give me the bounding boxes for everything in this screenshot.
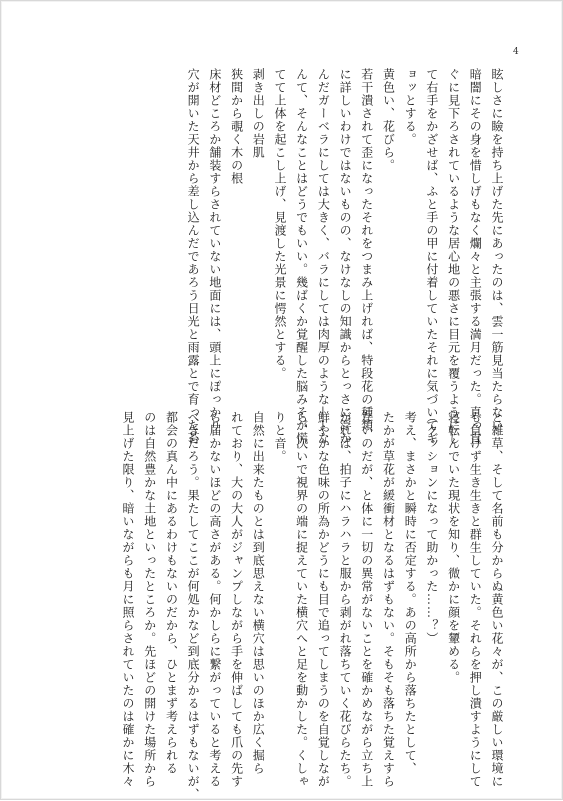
text-line: のは自然豊かな土地といったところか。先ほどの開けた場所から — [142, 411, 157, 788]
text-line: たかが草花が緩衝材となるはずもない。そもそも落ちた覚えすら — [381, 411, 396, 788]
text-line: てて上体を起こし上げ、見渡した光景に愕然とする。 — [272, 68, 287, 380]
text-line: がれば、拍子にハラハラと服から剥がれ落ちていく花びらたち。 — [338, 411, 353, 788]
page-number: 4 — [513, 47, 519, 57]
text-line: ら届かないほどの高さがある。何かしらに繋がっていると考える — [207, 411, 222, 788]
text-line: れており、大の大人がジャンプしながら手を伸ばしても爪の先す — [229, 411, 244, 788]
text-line: と雑草、そして名前も分からぬ黄色い花々が、この厳しい環境に — [490, 411, 504, 788]
text-line: 都会の真ん中にあるわけもないのだから、ひとまず考えられる — [164, 411, 179, 775]
text-line: んだガーベラにしては大きく、バラにしては肉厚のような——な — [316, 68, 331, 445]
text-line: 暗闇にその身を惜しげもなく爛々と主張する満月だった。真っ直 — [468, 68, 483, 445]
text-line: も負けず生き生きと群生していた。それらを押し潰すようにして — [468, 411, 483, 788]
text-line: んて、そんなことはどうでもいい。幾ばくか覚醒した脳みそが慌 — [294, 68, 309, 445]
text-line: に詳しいわけではないものの、なけなしの知識からとっさに浮か — [338, 68, 353, 445]
text-line: 若干潰されて歪になったそれをつまみ上げれば、特段花の種類 — [359, 68, 374, 432]
text-line: 床材どころか舗装すらされていない地面には、頭上にぽっかり — [207, 68, 222, 432]
text-line: 寝転んでいた現状を知り、微かに顔を顰める。 — [446, 411, 461, 684]
text-line: ら、次いで視界の端に捉えていた横穴へと足を動かした。くしゃ — [294, 411, 309, 788]
text-line: 剥き出しの岩肌 — [251, 68, 266, 159]
text-line: べきだろう。果たしてここが何処かなど到底分かるはずもないが、 — [186, 411, 201, 801]
text-line: 自然に出来たものとは到底思えない横穴は思いのほか広く掘ら — [251, 411, 266, 775]
text-line: ないのだが、と体に一切の異常がないことを確かめながら立ち上 — [359, 411, 374, 788]
text-line: 黄色い、花びら。 — [381, 68, 396, 172]
text-line: ぐに見下ろされているような居心地の悪さに目元を覆うようにし — [446, 68, 461, 445]
text-line: 鮮やかな色味の所為かどうにも目で追ってしまうのを自覚しなが — [316, 411, 331, 788]
text-line: ョッとする。 — [403, 68, 418, 146]
text-line: 見上げた限り、暗いながらも月に照らされていたのは確かに木々 — [121, 411, 136, 788]
text-line: 狭間から覗く木の根 — [229, 68, 244, 185]
text-line: 穴が開いた天井から差し込んだであろう日光と雨露とで育った苔 — [186, 68, 201, 445]
text-line: 考え、まさかと瞬時に否定する。あの高所から落ちたとして、 — [403, 411, 418, 775]
text-line: りと音。 — [272, 411, 287, 463]
text-line: て右手をかざせば、ふと手の甲に付着していたそれに気づいてギ — [424, 68, 439, 445]
text-line: （クッションになって助かった……？） — [424, 411, 439, 645]
text-line: 眩しさに瞼を持ち上げた先にあったのは、雲一筋見当たらない — [490, 68, 504, 432]
lower-text-section — [116, 411, 507, 801]
